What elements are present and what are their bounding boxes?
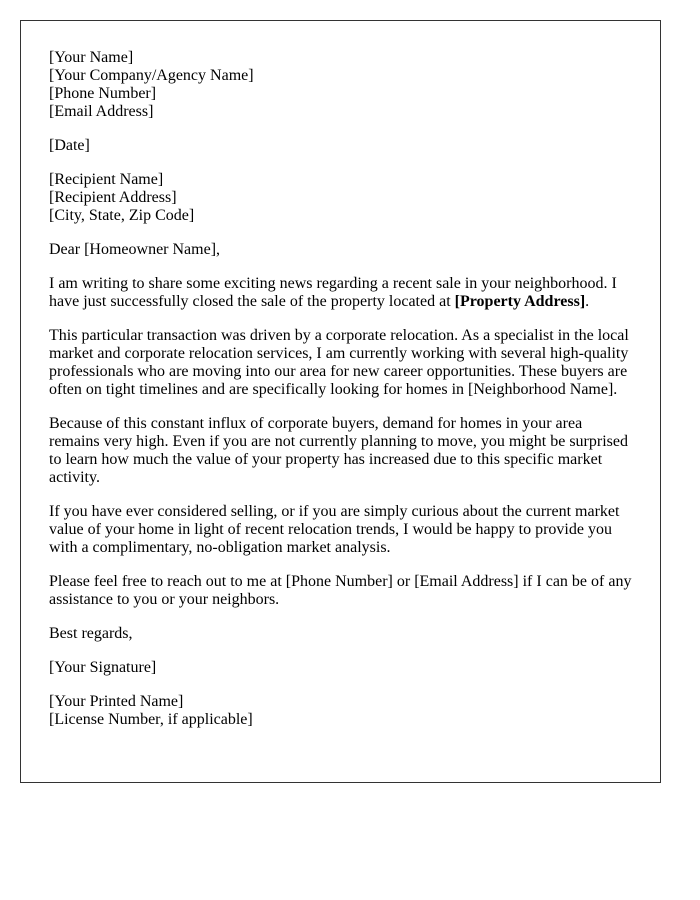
body-paragraph-3: Because of this constant influx of corporate buyers, demand for homes in your area remains very high. Even if you are not currently planning to move, you might be surprised to learn how much the value of your property has increased due to this specific market activity. <box>49 415 628 486</box>
sender-block <box>49 49 632 121</box>
sender-phone: [Phone Number] <box>49 85 157 102</box>
sender-company: [Your Company/Agency Name] <box>49 67 254 84</box>
salutation: Dear [Homeowner Name], <box>49 241 221 258</box>
body-paragraph-1 <box>49 275 632 311</box>
property-address: [Property Address] <box>454 293 586 310</box>
body-paragraph-1-text: I am writing to share some exciting news regarding a recent sale in your neighborhood. I have just successfully closed the sale of the property located at <box>49 275 617 310</box>
valediction: Best regards, <box>49 625 133 642</box>
recipient-block <box>49 171 632 225</box>
license-number: [License Number, if applicable] <box>49 711 253 728</box>
body-paragraph-5: Please feel free to reach out to me at [Phone Number] or [Email Address] if I can be of any assistance to you or your neighbors. <box>49 573 632 608</box>
body-paragraph-2: This particular transaction was driven by a corporate relocation. As a specialist in the local market and corporate relocation services, I am currently working with several high-quality professionals who are moving into our area for new career opportunities. These buyers are often on tight timelines and are specifically looking for homes in [Neighborhood Name]. <box>49 327 629 398</box>
signature: [Your Signature] <box>49 659 157 676</box>
sender-email: [Email Address] <box>49 103 154 120</box>
letter-date: [Date] <box>49 137 90 154</box>
date-block <box>49 137 632 155</box>
printed-name: [Your Printed Name] <box>49 693 184 710</box>
recipient-city-state-zip: [City, State, Zip Code] <box>49 207 195 224</box>
signature-block <box>49 693 632 729</box>
recipient-address: [Recipient Address] <box>49 189 177 206</box>
letter-page <box>20 20 661 783</box>
body-paragraph-1-end: . <box>585 293 590 310</box>
body-paragraph-4: If you have ever considered selling, or if you are simply curious about the current market value of your home in light of recent relocation trends, I would be happy to provide you with a complimentary, no-obligation market analysis. <box>49 503 620 556</box>
recipient-name: [Recipient Name] <box>49 171 164 188</box>
sender-name: [Your Name] <box>49 49 134 66</box>
